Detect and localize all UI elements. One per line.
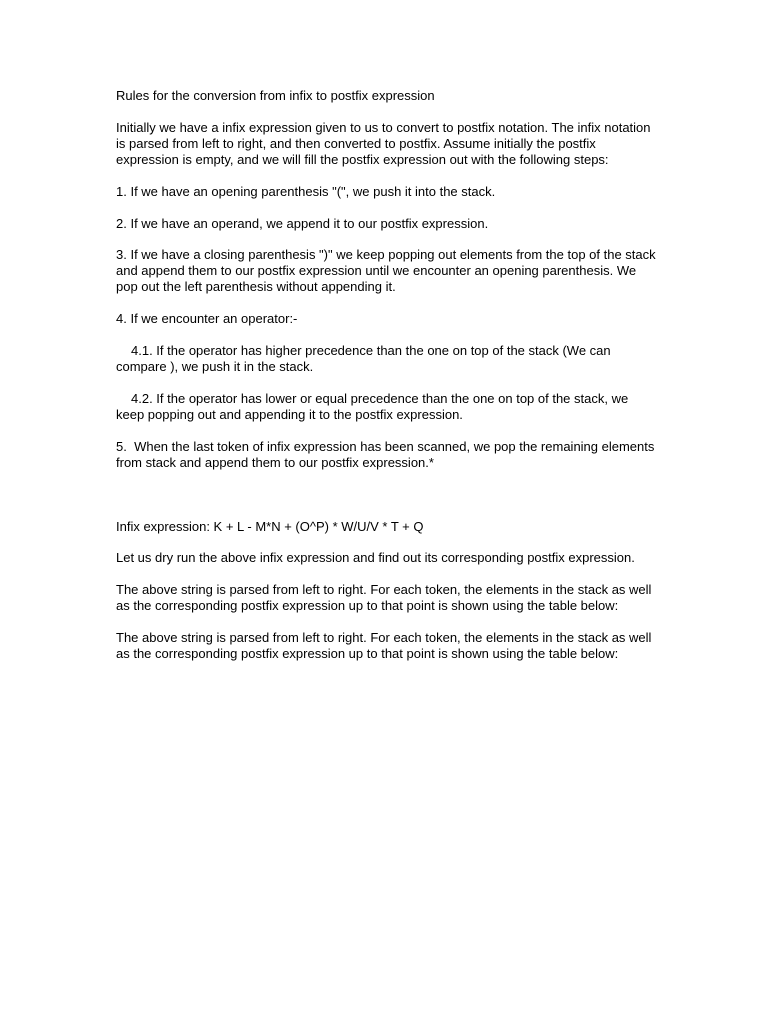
rule-5: 5. When the last token of infix expression has been scanned, we pop the remaining elements from stack and append them to our postfix expression.* (116, 438, 659, 470)
document-title: Rules for the conversion from infix to postfix expression (116, 88, 435, 103)
dry-run-paragraph: Let us dry run the above infix expression and find out its corresponding postfix expression. (116, 550, 635, 566)
rule-4: 4. If we encounter an operator:- (116, 311, 298, 327)
rule-3: 3. If we have a closing parenthesis ")" we keep popping out elements from the top of the stack and append them to our postfix expression until we encounter an opening parenthesis. We pop out the left parenthesis without appending it. (116, 247, 660, 295)
infix-expression: Infix expression: K + L - M*N + (O^P) * W/U/V * T + Q (116, 518, 424, 534)
rule-1: 1. If we have an opening parenthesis "(", we push it into the stack. (116, 183, 496, 199)
rule-2: 2. If we have an operand, we append it to our postfix expression. (116, 215, 489, 231)
intro-paragraph: Initially we have a infix expression given to us to convert to postfix notation. The infix notation is parsed from left to right, and then converted to postfix. Assume initially the postfix expression is empty, and we will fill the postfix expression out with the following steps: (116, 119, 655, 167)
parse-note-1: The above string is parsed from left to right. For each token, the elements in the stack as well as the corresponding postfix expression up to that point is shown using the table below: (116, 582, 656, 614)
rule-4-2: 4.2. If the operator has lower or equal precedence than the one on top of the stack, we keep popping out and appending it to the postfix expression. (116, 390, 632, 422)
rule-4-1: 4.1. If the operator has higher precedence than the one on top of the stack (We can compare ), we push it in the stack. (116, 343, 615, 374)
parse-note-2: The above string is parsed from left to right. For each token, the elements in the stack as well as the corresponding postfix expression up to that point is shown using the table below: (116, 630, 656, 662)
document-page (116, 88, 660, 678)
